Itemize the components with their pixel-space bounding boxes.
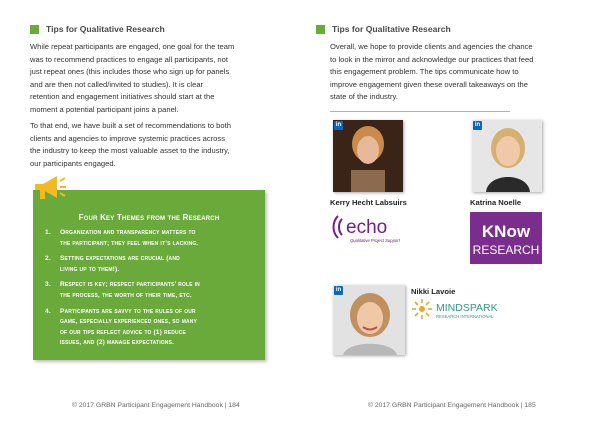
theme-number: 4.	[45, 307, 51, 315]
text-line: and are then not called/invited to studies). It is clear	[30, 79, 204, 89]
key-themes-list	[45, 228, 257, 354]
mindspark-logo-text: MINDSPARK	[436, 302, 498, 314]
theme-line: Organization and transparency matters to	[60, 229, 196, 236]
left-section-heading	[30, 24, 165, 34]
text-line: moment a potential participant joins a panel.	[30, 104, 179, 114]
know-logo-text: KNow	[481, 222, 531, 241]
theme-line: issues, and (2) manage expectations.	[60, 339, 174, 347]
text-line: the industry to keep the most valuable asset to the industry,	[30, 146, 230, 156]
theme-line: Respect is key; respect participants’ role in	[60, 281, 200, 289]
kerry-name: Kerry Hecht Labsuirs	[330, 198, 407, 207]
text-line: this engagement problem. The tips communicate how to	[330, 67, 519, 77]
katrina-photo	[472, 120, 542, 192]
theme-item	[45, 307, 257, 349]
katrina-name: Katrina Noelle	[470, 198, 522, 207]
echo-logo-text: echo	[346, 217, 388, 238]
linkedin-icon: in	[335, 287, 342, 293]
text-line: Overall, we hope to provide clients and agencies the chance	[330, 42, 533, 51]
right-paragraph	[330, 41, 570, 104]
green-square-icon	[316, 25, 325, 34]
text-line: just repeat ones (this includes those who sign up for panels	[30, 67, 230, 77]
nikki-name: Nikki Lavoie	[411, 287, 456, 296]
gold-divider	[330, 111, 510, 112]
mindspark-burst-icon	[412, 299, 432, 319]
research-logo-text: RESEARCH	[472, 243, 540, 257]
linkedin-icon: in	[474, 122, 481, 128]
left-heading-text: Tips for Qualitative Research	[46, 24, 165, 34]
know-research-logo	[470, 212, 542, 264]
text-line: our participants engaged.	[30, 158, 116, 168]
right-section-heading	[316, 24, 451, 34]
text-line: state of the industry.	[330, 92, 398, 102]
linkedin-icon: in	[335, 122, 342, 128]
theme-line: living up to them!).	[60, 265, 120, 273]
mindspark-logo-subtext: RESEARCH INTERNATIONAL	[436, 314, 494, 319]
theme-line: of our tips reflect advice to (1) reduce	[60, 328, 186, 336]
kerry-photo	[333, 120, 403, 192]
key-themes-title: Four Key Themes from the Research	[78, 213, 220, 222]
theme-number: 1.	[45, 229, 51, 236]
text-line: improve engagement given these overall takeaways on the	[330, 79, 528, 89]
green-square-icon	[30, 25, 39, 34]
theme-number: 2.	[45, 255, 51, 263]
theme-number: 3.	[45, 281, 51, 289]
theme-line: Setting expectations are crucial (and	[60, 255, 180, 263]
text-line: clients and agencies to improve systemic practices across	[30, 133, 225, 143]
theme-item	[45, 254, 257, 275]
key-themes-box	[33, 190, 265, 360]
text-line: retention and engagement initiatives should start at the	[30, 92, 215, 102]
right-heading-text: Tips for Qualitative Research	[332, 24, 451, 34]
theme-item	[45, 280, 257, 301]
left-paragraph-1	[30, 41, 270, 117]
left-footer: © 2017 GRBN Participant Engagement Handbook | 184	[72, 402, 240, 409]
right-footer: © 2017 GRBN Participant Engagement Handbook | 185	[368, 402, 536, 409]
theme-line: game, especially experienced ones, so many	[60, 318, 198, 326]
nikki-photo	[333, 285, 405, 355]
left-paragraph-2	[30, 120, 270, 170]
mindspark-logo	[411, 296, 511, 322]
text-line: to look in the mirror and acknowledge our practices that feed	[330, 54, 534, 64]
theme-item	[45, 228, 257, 249]
text-line: While repeat participants are engaged, one goal for the team	[30, 42, 235, 51]
theme-line: Participants are savvy to the rules of our	[60, 307, 196, 315]
megaphone-icon	[31, 172, 67, 204]
text-line: was to recommend practices to engage all participants, not	[30, 54, 228, 64]
text-line: To that end, we have built a set of recommendations to both	[30, 121, 231, 130]
theme-line: the process, the worth of their time, etc.	[60, 291, 192, 299]
theme-line: the participant; they feel when it’s lacking.	[60, 239, 199, 247]
echo-logo	[332, 210, 406, 244]
echo-logo-subtext: Qualitative Project Support	[350, 238, 400, 243]
